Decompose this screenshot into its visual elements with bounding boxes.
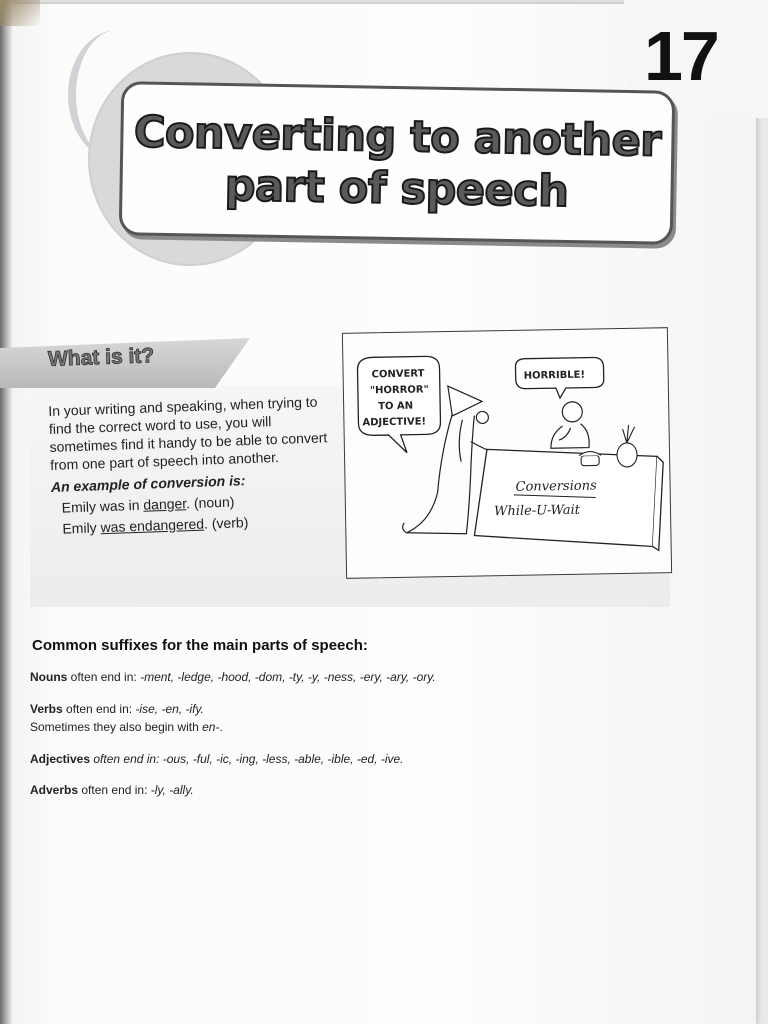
example-label: An example of conversion is: <box>50 472 246 495</box>
desk <box>473 446 665 553</box>
verbs-extra-lead: Sometimes they also begin with <box>30 720 203 734</box>
adjectives-label: Adjectives <box>30 752 91 766</box>
example-noun-word: danger <box>143 495 187 513</box>
nouns-suffix-row <box>30 668 436 686</box>
verbs-list: -ise, -en, -ify. <box>135 702 204 716</box>
title-line-2: part of speech <box>224 161 569 217</box>
flower-vase <box>617 425 638 467</box>
cartoon-illustration <box>342 327 672 579</box>
bubble-left-line-2: "HORROR" <box>369 384 429 397</box>
intro-paragraph: In your writing and speaking, when trying to find the correct word to use, you will sometimes find it handy to be able to convert from one part of speech into another. <box>48 393 328 473</box>
verbs-label: Verbs <box>30 702 63 716</box>
adjectives-suffix-row <box>30 750 404 768</box>
verbs-lead: often end in: <box>62 702 136 716</box>
page-title <box>119 81 676 245</box>
clerk-figure <box>550 402 589 449</box>
bubble-right-text: HORRIBLE! <box>523 369 586 382</box>
example-noun-prefix: Emily was in <box>61 496 144 516</box>
example-verb-prefix: Emily <box>62 519 101 537</box>
verbs-extra-word: en- <box>202 720 220 734</box>
bubble-left-line-1: CONVERT <box>371 368 425 381</box>
adverbs-lead: often end in: <box>78 783 151 797</box>
verbs-suffix-row <box>30 700 223 736</box>
suffixes-heading: Common suffixes for the main parts of speech: <box>32 637 368 654</box>
bubble-left-line-3: TO AN <box>378 400 414 413</box>
sign-line-1: Conversions <box>515 478 597 495</box>
title-line-1: Converting to another <box>133 107 662 167</box>
adjectives-lead: often end in: <box>90 752 163 766</box>
bubble-left-line-4: ADJECTIVE! <box>362 416 427 429</box>
chapter-number: 17 <box>644 17 718 95</box>
sign-line-2: While-U-Wait <box>493 502 581 520</box>
adverbs-suffix-row <box>30 781 194 799</box>
nouns-list: -ment, -ledge, -hood, -dom, -ty, -y, -ness, -ery, -ary, -ory. <box>140 670 436 684</box>
adverbs-label: Adverbs <box>30 783 79 797</box>
nouns-lead: often end in: <box>67 670 141 684</box>
intro-text-block <box>48 392 343 538</box>
example-verb-word: was endangered <box>100 515 205 536</box>
example-noun-suffix: . (noun) <box>185 493 235 512</box>
example-verb-suffix: . (verb) <box>203 514 249 532</box>
section-heading: What is it? <box>47 344 155 371</box>
book-spine <box>0 0 12 1024</box>
telephone <box>579 451 601 465</box>
verbs-extra-end: . <box>219 720 223 734</box>
page-corner-shadow <box>0 0 40 26</box>
adjectives-list: -ous, -ful, -ic, -ing, -less, -able, -ible, -ed, -ive. <box>162 752 404 766</box>
adverbs-list: -ly, -ally. <box>150 783 194 797</box>
nouns-label: Nouns <box>30 670 68 684</box>
cartoon-drawing <box>343 328 671 578</box>
